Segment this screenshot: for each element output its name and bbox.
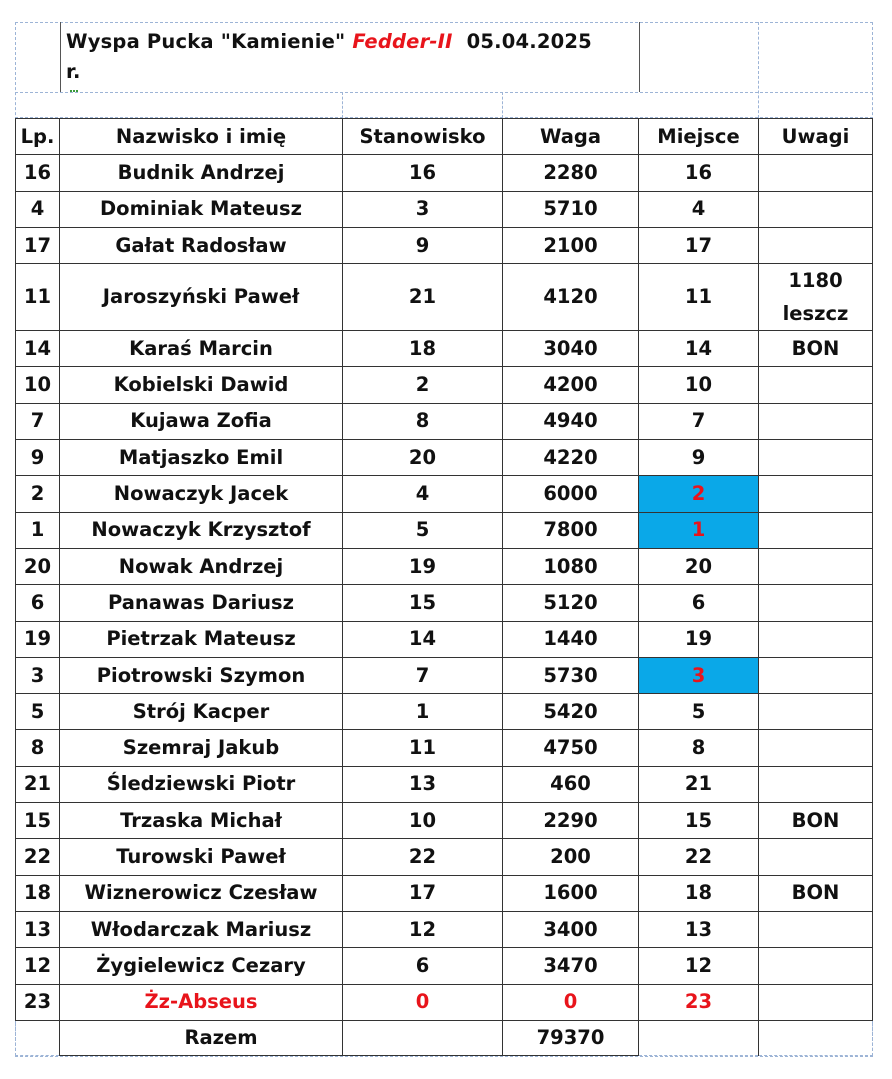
table-row [16, 476, 873, 512]
header-stanowisko: Stanowisko [343, 119, 503, 155]
cell-waga: 3400 [503, 911, 639, 947]
cell-uwagi [759, 548, 873, 584]
cell-name: Trzaska Michał [60, 803, 343, 839]
cell-lp: 16 [16, 155, 60, 191]
cell-name: Szemraj Jakub [60, 730, 343, 766]
cell-name: Nowak Andrzej [60, 548, 343, 584]
cell-name: Strój Kacper [60, 694, 343, 730]
table-row [16, 730, 873, 766]
cell-stanowisko: 17 [343, 875, 503, 911]
cell-stanowisko: 12 [343, 911, 503, 947]
table-row [16, 264, 873, 331]
cell-name: Nowaczyk Jacek [60, 476, 343, 512]
cell-name: Kujawa Zofia [60, 403, 343, 439]
cell-stanowisko: 5 [343, 512, 503, 548]
cell-blank [759, 1020, 873, 1055]
table-row [16, 875, 873, 911]
cell-waga: 2290 [503, 803, 639, 839]
cell-stanowisko: 7 [343, 657, 503, 693]
cell-waga: 4200 [503, 367, 639, 403]
cell-name: Jaroszyński Paweł [60, 264, 343, 331]
cell-uwagi [759, 227, 873, 263]
cell-miejsce-podium: 2 [639, 476, 759, 512]
title-category: Fedder-II [352, 30, 453, 53]
table-row [16, 403, 873, 439]
title-suffix: r. [66, 60, 81, 83]
table-row [16, 585, 873, 621]
cell-name: Gałat Radosław [60, 227, 343, 263]
cell-uwagi [759, 730, 873, 766]
cell-waga: 1440 [503, 621, 639, 657]
cell-miejsce: 18 [639, 875, 759, 911]
cell-name: Panawas Dariusz [60, 585, 343, 621]
title-location: Wyspa Pucka "Kamienie" [66, 30, 353, 53]
total-row [16, 1020, 873, 1055]
cell-miejsce: 21 [639, 766, 759, 802]
cell-miejsce: 10 [639, 367, 759, 403]
cell-lp: 17 [16, 227, 60, 263]
cell-miejsce: 8 [639, 730, 759, 766]
table-row [16, 766, 873, 802]
cell-miejsce: 22 [639, 839, 759, 875]
cell-name: Nowaczyk Krzysztof [60, 512, 343, 548]
cell-name: Budnik Andrzej [60, 155, 343, 191]
cell-uwagi [759, 367, 873, 403]
title-date: 05.04.2025 [452, 30, 592, 53]
cell-stanowisko: 15 [343, 585, 503, 621]
cell-waga: 1080 [503, 548, 639, 584]
cell-name: Turowski Paweł [60, 839, 343, 875]
table-row [16, 803, 873, 839]
cell-lp: 7 [16, 403, 60, 439]
cell-miejsce: 6 [639, 585, 759, 621]
cell-lp: 15 [16, 803, 60, 839]
cell-lp: 13 [16, 911, 60, 947]
cell-waga: 2100 [503, 227, 639, 263]
cell-name: Karaś Marcin [60, 331, 343, 367]
cell-name: Wiznerowicz Czesław [60, 875, 343, 911]
cell-stanowisko: 2 [343, 367, 503, 403]
cell-uwagi [759, 191, 873, 227]
cell-stanowisko: 4 [343, 476, 503, 512]
cell-blank [343, 1020, 503, 1055]
cell-stanowisko: 0 [343, 984, 503, 1020]
table-row [16, 191, 873, 227]
cell-waga: 7800 [503, 512, 639, 548]
cell-blank [16, 1020, 60, 1055]
cell-stanowisko: 16 [343, 155, 503, 191]
cell-lp: 8 [16, 730, 60, 766]
cell-stanowisko: 20 [343, 440, 503, 476]
cell-waga: 4120 [503, 264, 639, 331]
gridline [342, 92, 343, 118]
cell-lp: 10 [16, 367, 60, 403]
cell-waga: 0 [503, 984, 639, 1020]
cell-waga: 3470 [503, 948, 639, 984]
header-row [16, 119, 873, 155]
cell-waga: 4940 [503, 403, 639, 439]
cell-uwagi [759, 766, 873, 802]
cell-name: Dominiak Mateusz [60, 191, 343, 227]
cell-stanowisko: 3 [343, 191, 503, 227]
cell-uwagi [759, 948, 873, 984]
gridline [15, 92, 873, 93]
cell-uwagi [759, 694, 873, 730]
table-row [16, 548, 873, 584]
spellcheck-mark [70, 87, 78, 92]
results-table [15, 118, 873, 1056]
cell-uwagi [759, 911, 873, 947]
cell-waga: 460 [503, 766, 639, 802]
cell-lp: 2 [16, 476, 60, 512]
cell-stanowisko: 14 [343, 621, 503, 657]
cell-uwagi [759, 155, 873, 191]
table-row [16, 512, 873, 548]
cell-miejsce: 19 [639, 621, 759, 657]
table-row [16, 331, 873, 367]
cell-lp: 14 [16, 331, 60, 367]
cell-stanowisko: 13 [343, 766, 503, 802]
total-label: Razem [60, 1020, 343, 1055]
table-row [16, 621, 873, 657]
cell-uwagi [759, 585, 873, 621]
cell-lp: 21 [16, 766, 60, 802]
table-row [16, 948, 873, 984]
table-row [16, 984, 873, 1020]
cell-lp: 6 [16, 585, 60, 621]
cell-name: Włodarczak Mariusz [60, 911, 343, 947]
cell-stanowisko: 11 [343, 730, 503, 766]
cell-stanowisko: 21 [343, 264, 503, 331]
cell-lp: 11 [16, 264, 60, 331]
cell-lp: 12 [16, 948, 60, 984]
cell-stanowisko: 22 [343, 839, 503, 875]
cell-miejsce: 4 [639, 191, 759, 227]
cell-miejsce: 16 [639, 155, 759, 191]
cell-name: Matjaszko Emil [60, 440, 343, 476]
cell-name: Śledziewski Piotr [60, 766, 343, 802]
cell-uwagi [759, 403, 873, 439]
table-row [16, 839, 873, 875]
cell-uwagi [759, 621, 873, 657]
cell-waga: 6000 [503, 476, 639, 512]
cell-uwagi [759, 476, 873, 512]
cell-uwagi [759, 657, 873, 693]
cell-miejsce-podium: 3 [639, 657, 759, 693]
cell-waga: 4750 [503, 730, 639, 766]
table-row [16, 911, 873, 947]
header-name: Nazwisko i imię [60, 119, 343, 155]
cell-miejsce: 12 [639, 948, 759, 984]
gridline [502, 92, 503, 118]
cell-stanowisko: 1 [343, 694, 503, 730]
cell-miejsce: 11 [639, 264, 759, 331]
cell-waga: 5120 [503, 585, 639, 621]
cell-stanowisko: 19 [343, 548, 503, 584]
cell-stanowisko: 6 [343, 948, 503, 984]
header-lp: Lp. [16, 119, 60, 155]
cell-lp: 3 [16, 657, 60, 693]
cell-uwagi: BON [759, 803, 873, 839]
gridline [15, 1056, 873, 1057]
cell-miejsce-podium: 1 [639, 512, 759, 548]
cell-miejsce: 9 [639, 440, 759, 476]
cell-waga: 4220 [503, 440, 639, 476]
cell-miejsce: 14 [639, 331, 759, 367]
cell-uwagi: 1180 leszcz [759, 264, 873, 331]
header-uwagi: Uwagi [759, 119, 873, 155]
cell-uwagi [759, 440, 873, 476]
cell-lp: 23 [16, 984, 60, 1020]
cell-miejsce: 13 [639, 911, 759, 947]
header-miejsce: Miejsce [639, 119, 759, 155]
cell-miejsce: 23 [639, 984, 759, 1020]
cell-stanowisko: 9 [343, 227, 503, 263]
cell-waga: 5420 [503, 694, 639, 730]
cell-lp: 18 [16, 875, 60, 911]
cell-uwagi [759, 839, 873, 875]
cell-name: Piotrowski Szymon [60, 657, 343, 693]
cell-name: Żygielewicz Cezary [60, 948, 343, 984]
cell-stanowisko: 8 [343, 403, 503, 439]
cell-lp: 5 [16, 694, 60, 730]
cell-name: Pietrzak Mateusz [60, 621, 343, 657]
cell-waga: 5730 [503, 657, 639, 693]
cell-waga: 3040 [503, 331, 639, 367]
page-title [66, 27, 636, 87]
table-row [16, 694, 873, 730]
table-row [16, 657, 873, 693]
cell-uwagi: BON [759, 331, 873, 367]
cell-waga: 1600 [503, 875, 639, 911]
cell-waga: 5710 [503, 191, 639, 227]
cell-miejsce: 20 [639, 548, 759, 584]
cell-stanowisko: 10 [343, 803, 503, 839]
cell-blank [639, 1020, 759, 1055]
cell-uwagi [759, 984, 873, 1020]
cell-miejsce: 5 [639, 694, 759, 730]
cell-miejsce: 17 [639, 227, 759, 263]
table-row [16, 155, 873, 191]
cell-miejsce: 7 [639, 403, 759, 439]
cell-lp: 22 [16, 839, 60, 875]
gridline [758, 22, 759, 118]
table-row [16, 440, 873, 476]
cell-lp: 20 [16, 548, 60, 584]
cell-lp: 9 [16, 440, 60, 476]
cell-uwagi [759, 512, 873, 548]
cell-lp: 4 [16, 191, 60, 227]
cell-name: Żz-Abseus [60, 984, 343, 1020]
cell-miejsce: 15 [639, 803, 759, 839]
cell-waga: 2280 [503, 155, 639, 191]
cell-lp: 1 [16, 512, 60, 548]
header-waga: Waga [503, 119, 639, 155]
table-row [16, 367, 873, 403]
cell-lp: 19 [16, 621, 60, 657]
cell-name: Kobielski Dawid [60, 367, 343, 403]
cell-waga: 200 [503, 839, 639, 875]
cell-uwagi: BON [759, 875, 873, 911]
total-waga: 79370 [503, 1020, 639, 1055]
cell-stanowisko: 18 [343, 331, 503, 367]
table-row [16, 227, 873, 263]
